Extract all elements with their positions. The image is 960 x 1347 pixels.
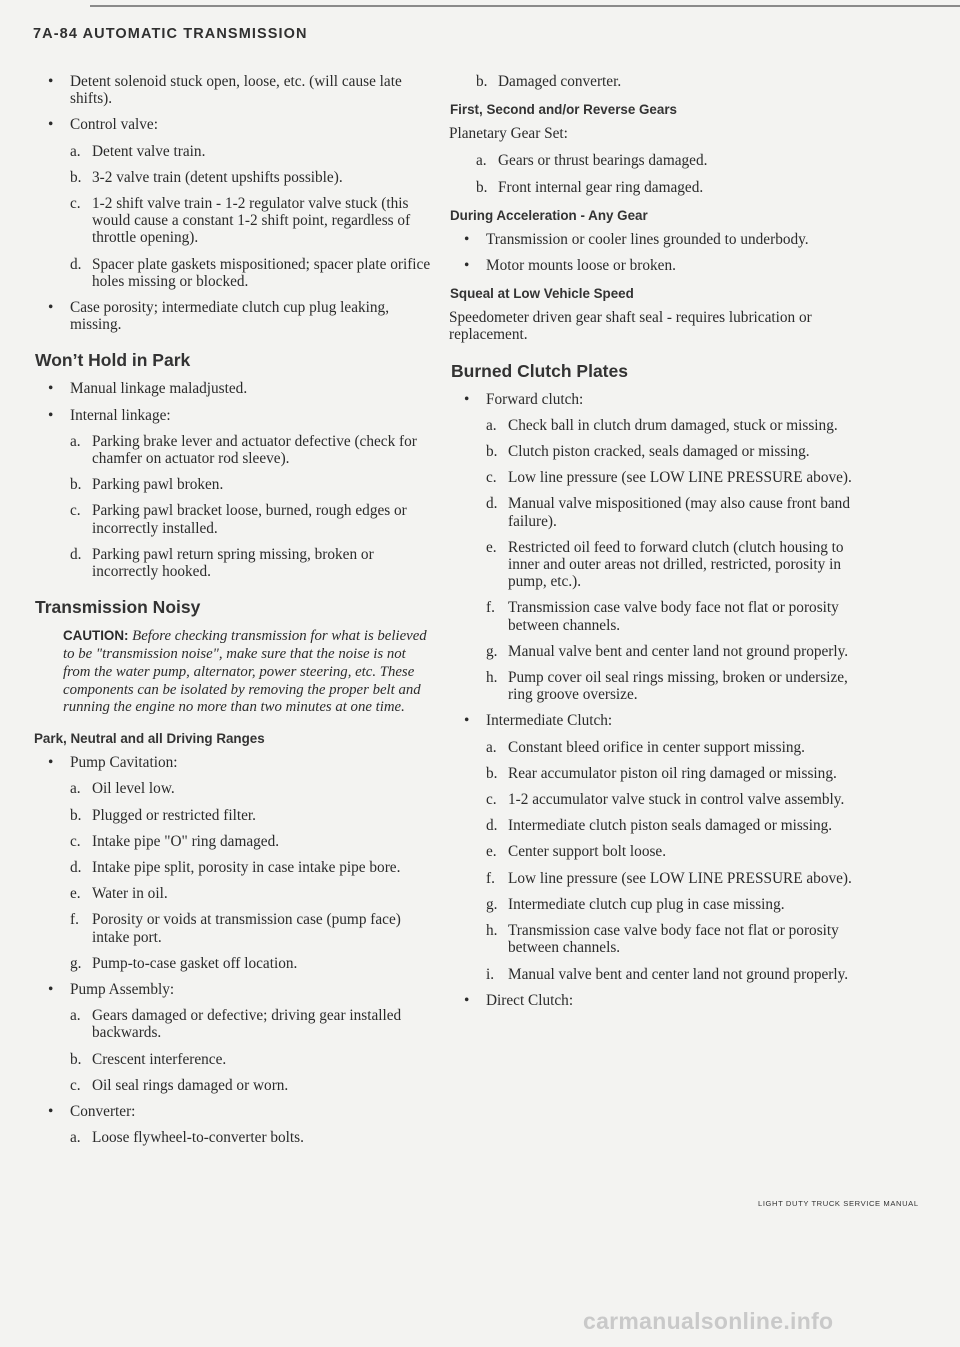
sub-marker: b. [476, 178, 488, 196]
sub-item [67, 1007, 436, 1041]
bullet-detent-solenoid: • Detent solenoid stuck open, loose, etc. (will cause late shifts). [47, 73, 436, 107]
bullet-internal-linkage: • Internal linkage: [47, 407, 436, 424]
heading-gears: First, Second and/or Reverse Gears [450, 102, 677, 118]
sub-text: Low line pressure (see LOW LINE PRESSURE above). [508, 869, 852, 887]
sub-text: Oil seal rings damaged or worn. [92, 1076, 289, 1094]
sub-item [483, 469, 860, 486]
sub-marker: c. [70, 502, 81, 520]
sub-marker: b. [70, 1050, 82, 1068]
sub-item [67, 546, 436, 580]
sub-item [483, 539, 860, 591]
heading-squeal: Squeal at Low Vehicle Speed [450, 286, 634, 302]
sub-marker: f. [70, 911, 79, 929]
bullet-control-valve: • Control valve: [47, 116, 436, 133]
sub-item [67, 169, 436, 186]
sub-text: Transmission case valve body face not flat or porosity between channels. [508, 922, 839, 957]
bullet-motor-mounts: • Motor mounts loose or broken. [463, 257, 860, 274]
sub-text: Porosity or voids at transmission case (pump face) intake port. [92, 911, 401, 946]
sub-item [483, 791, 860, 808]
heading-transmission-noisy: Transmission Noisy [35, 597, 201, 618]
speedometer-paragraph: Speedometer driven gear shaft seal - requires lubrication or replacement. [449, 309, 812, 344]
heading-burned-clutch-plates: Burned Clutch Plates [451, 360, 628, 381]
forward-clutch-list [463, 417, 860, 704]
sub-text: Restricted oil feed to forward clutch (clutch housing to inner and outer areas not drilled, restricted, porosity in pump, etc.). [508, 538, 844, 591]
bullet-forward-clutch: • Forward clutch: [463, 391, 860, 408]
sub-text: Clutch piston cracked, seals damaged or missing. [508, 443, 810, 461]
sub-item [483, 896, 860, 913]
control-valve-list [47, 143, 436, 290]
sub-marker: c. [486, 469, 497, 487]
sub-text: Intermediate clutch cup plug in case missing. [508, 895, 785, 913]
sub-marker: c. [70, 832, 81, 850]
sub-item [67, 1077, 436, 1094]
sub-marker: e. [70, 885, 81, 903]
sub-item [483, 669, 860, 703]
heading-during-acceleration: During Acceleration - Any Gear [450, 207, 648, 223]
sub-marker: g. [486, 895, 498, 913]
sub-text: Parking pawl return spring missing, broken or incorrectly hooked. [92, 545, 374, 581]
sub-text: Pump cover oil seal rings missing, broken or undersize, ring groove oversize. [508, 669, 848, 704]
sub-marker: b. [70, 806, 82, 824]
sub-text: Loose flywheel-to-converter bolts. [92, 1129, 304, 1147]
sub-text: Crescent interference. [92, 1050, 227, 1068]
sub-text: Rear accumulator piston oil ring damaged or missing. [508, 764, 837, 782]
sub-text: 1-2 shift valve train - 1-2 regulator valve stuck (this would cause a constant 1-2 shift point, regardless of throttle opening). [92, 195, 411, 247]
sub-text: Oil level low. [92, 780, 175, 798]
sub-text: Spacer plate gaskets mispositioned; spacer plate orifice holes missing or blocked. [92, 255, 431, 290]
sub-item [67, 780, 436, 797]
sub-marker: d. [486, 817, 498, 835]
sub-item [67, 476, 436, 493]
sub-text: Pump-to-case gasket off location. [92, 954, 298, 972]
sub-item [67, 195, 436, 247]
sub-item [67, 1129, 436, 1146]
sub-marker: d. [70, 545, 82, 563]
sub-text: Gears damaged or defective; driving gear installed backwards. [92, 1007, 402, 1042]
sub-marker: f. [486, 869, 495, 887]
sub-item [67, 833, 436, 850]
sub-text: Check ball in clutch drum damaged, stuck or missing. [508, 416, 838, 434]
bullet-case-porosity: • Case porosity; intermediate clutch cup plug leaking, missing. [47, 299, 436, 333]
sub-text: Transmission case valve body face not flat or porosity between channels. [508, 599, 839, 634]
sub-marker: i. [486, 965, 495, 983]
sub-marker: g. [486, 642, 498, 660]
sub-marker: h. [486, 922, 498, 940]
sub-item [67, 433, 436, 467]
sub-marker: d. [486, 495, 498, 513]
sub-item [67, 1051, 436, 1068]
sub-text: Gears or thrust bearings damaged. [498, 152, 708, 170]
sub-marker: b. [70, 168, 82, 186]
sub-marker: c. [70, 1076, 81, 1094]
heading-wont-hold-in-park: Won’t Hold in Park [35, 350, 191, 371]
sub-marker: e. [486, 538, 497, 556]
sub-marker: a. [486, 738, 497, 756]
pump-assembly-list [47, 1007, 436, 1094]
sub-item [67, 256, 436, 290]
sub-text: Front internal gear ring damaged. [498, 178, 704, 196]
sub-marker: f. [486, 599, 495, 617]
sub-marker: b. [70, 476, 82, 494]
sub-item [483, 870, 860, 887]
sub-text: Manual valve bent and center land not ground properly. [508, 965, 849, 983]
sub-text: Manual valve bent and center land not ground properly. [508, 642, 849, 660]
right-column [449, 73, 860, 1018]
bullet-manual-linkage: • Manual linkage maladjusted. [47, 380, 436, 397]
sub-marker: h. [486, 669, 498, 687]
sub-text: Plugged or restricted filter. [92, 806, 256, 824]
heading-park-neutral-driving: Park, Neutral and all Driving Ranges [34, 731, 265, 747]
sub-text: 3-2 valve train (detent upshifts possible). [92, 168, 343, 186]
sub-text: Detent valve train. [92, 142, 206, 160]
sub-item [67, 502, 436, 536]
sub-item [483, 599, 860, 633]
caution-note [63, 627, 436, 717]
sub-marker: b. [486, 443, 498, 461]
sub-text: Manual valve mispositioned (may also cause front band failure). [508, 495, 850, 530]
sub-item [67, 955, 436, 972]
left-column [34, 73, 436, 1156]
sub-text: Parking pawl bracket loose, burned, rough edges or incorrectly installed. [92, 502, 407, 537]
planetary-gear-set-label: Planetary Gear Set: [449, 125, 568, 143]
sub-item [67, 885, 436, 902]
sub-item [67, 143, 436, 160]
top-rule [90, 5, 960, 7]
page-header: 7A-84 AUTOMATIC TRANSMISSION [33, 26, 308, 42]
sub-marker: a. [70, 432, 81, 450]
sub-text: Water in oil. [92, 885, 168, 903]
sub-marker: a. [70, 142, 81, 160]
sub-marker: g. [70, 954, 82, 972]
sub-text: Intake pipe split, porosity in case intake pipe bore. [92, 859, 401, 877]
watermark: carmanualsonline.info [583, 1308, 834, 1334]
sub-marker: a. [486, 416, 497, 434]
sub-item [67, 807, 436, 824]
sub-item [473, 73, 860, 90]
sub-item [483, 739, 860, 756]
sub-marker: c. [70, 195, 81, 213]
sub-text: Parking brake lever and actuator defective (check for chamfer on actuator rod sleeve). [92, 432, 417, 468]
sub-marker: d. [70, 859, 82, 877]
sub-item [483, 843, 860, 860]
sub-item [483, 643, 860, 660]
caution-label: CAUTION: [63, 628, 129, 644]
sub-item [473, 152, 860, 169]
bullet-direct-clutch: • Direct Clutch: [463, 992, 860, 1009]
sub-text: Low line pressure (see LOW LINE PRESSURE above). [508, 469, 852, 487]
sub-item [473, 179, 860, 196]
bullet-lines-grounded: • Transmission or cooler lines grounded to underbody. [463, 231, 860, 248]
sub-text: Constant bleed orifice in center support missing. [508, 738, 805, 756]
sub-marker: b. [476, 73, 488, 90]
sub-marker: a. [70, 1007, 81, 1025]
planetary-list [463, 152, 860, 195]
bullet-converter: • Converter: [47, 1103, 436, 1120]
sub-marker: c. [486, 791, 497, 809]
sub-marker: d. [70, 255, 82, 273]
sub-item [483, 922, 860, 956]
sub-text: 1-2 accumulator valve stuck in control valve assembly. [508, 791, 845, 809]
sub-item [483, 443, 860, 460]
internal-linkage-list [47, 433, 436, 580]
sub-text: Damaged converter. [498, 73, 622, 90]
sub-marker: a. [70, 1129, 81, 1147]
bullet-pump-cavitation: • Pump Cavitation: [47, 754, 436, 771]
sub-item [483, 417, 860, 434]
bullet-pump-assembly: • Pump Assembly: [47, 981, 436, 998]
intermediate-clutch-list [463, 739, 860, 983]
sub-marker: b. [486, 764, 498, 782]
caution-text: Before checking transmission for what is believed to be "transmission noise", make sure that the noise is not from the water pump, alternator, power steering, etc. These components can be isolated by removing the proper belt and running the engine no more than two minutes at one time. [63, 628, 427, 716]
footer-manual-title: LIGHT DUTY TRUCK SERVICE MANUAL [758, 1199, 919, 1208]
sub-marker: e. [486, 843, 497, 861]
sub-item [483, 765, 860, 782]
sub-item [483, 966, 860, 983]
bullet-intermediate-clutch: • Intermediate Clutch: [463, 712, 860, 729]
sub-item [67, 859, 436, 876]
sub-item [67, 911, 436, 945]
sub-text: Intake pipe "O" ring damaged. [92, 832, 280, 850]
sub-marker: a. [70, 780, 81, 798]
sub-item [483, 495, 860, 529]
pump-cavitation-list [47, 780, 436, 972]
sub-text: Parking pawl broken. [92, 476, 224, 494]
sub-item [483, 817, 860, 834]
sub-text: Intermediate clutch piston seals damaged or missing. [508, 817, 833, 835]
sub-marker: a. [476, 152, 487, 170]
sub-text: Center support bolt loose. [508, 843, 667, 861]
